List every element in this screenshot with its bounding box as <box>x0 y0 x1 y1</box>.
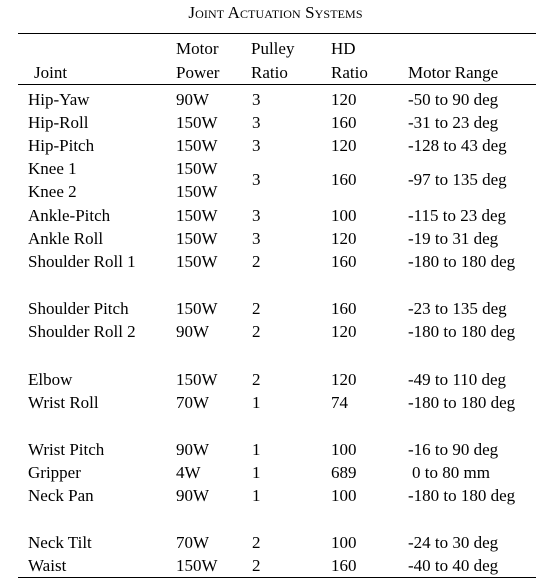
cell-motor-power: 90W <box>176 486 210 505</box>
cell-hd-ratio: 74 <box>331 393 348 412</box>
cell-pulley-ratio: 3 <box>252 113 261 132</box>
cell-motor-range: -31 to 23 deg <box>408 113 499 132</box>
cell-motor-range: -180 to 180 deg <box>408 393 516 412</box>
cell-motor-power: 150W <box>176 556 218 575</box>
cell-joint: Wrist Roll <box>28 393 99 412</box>
cell-motor-power: 150W <box>176 206 218 225</box>
cell-motor-power: 150W <box>176 299 218 318</box>
header-rule <box>18 84 536 85</box>
header-pulley-ratio-line2: Ratio <box>251 63 288 82</box>
header-motor-power <box>176 37 219 85</box>
cell-hd-ratio: 100 <box>331 486 357 505</box>
cell-motor-power: 70W <box>176 533 210 552</box>
cell-pulley-ratio: 2 <box>252 370 261 389</box>
header-motor-range: Motor Range <box>408 63 499 82</box>
cell-motor-range: -24 to 30 deg <box>408 533 499 552</box>
cell-motor-range: -19 to 31 deg <box>408 229 499 248</box>
header-joint: Joint <box>34 63 68 82</box>
cell-motor-range: -40 to 40 deg <box>408 556 499 575</box>
cell-joint: Neck Tilt <box>28 533 92 552</box>
cell-pulley-ratio: 2 <box>252 322 261 341</box>
header-motor-power-line1: Motor <box>176 39 219 58</box>
cell-hd-ratio: 120 <box>331 370 357 389</box>
cell-hd-ratio: 100 <box>331 206 357 225</box>
cell-motor-range: -50 to 90 deg <box>408 90 499 109</box>
cell-joint: Waist <box>28 556 67 575</box>
cell-joint: Shoulder Pitch <box>28 299 129 318</box>
cell-joint: Ankle Roll <box>28 229 104 248</box>
cell-motor-power: 90W <box>176 322 210 341</box>
cell-motor-range: -97 to 135 deg <box>408 170 507 189</box>
cell-pulley-ratio: 1 <box>252 463 261 482</box>
cell-motor-power: 90W <box>176 90 210 109</box>
table-title: Joint Actuation Systems <box>188 3 363 22</box>
cell-motor-range: -23 to 135 deg <box>408 299 507 318</box>
cell-joint: Ankle-Pitch <box>28 206 111 225</box>
cell-motor-power: 150W <box>176 252 218 271</box>
cell-motor-power: 150W <box>176 113 218 132</box>
cell-hd-ratio: 160 <box>331 252 357 271</box>
cell-hd-ratio: 160 <box>331 170 357 189</box>
cell-motor-range: 0 to 80 mm <box>412 463 490 482</box>
cell-hd-ratio: 120 <box>331 136 357 155</box>
cell-pulley-ratio: 3 <box>252 206 261 225</box>
cell-hd-ratio: 120 <box>331 322 357 341</box>
cell-joint: Hip-Roll <box>28 113 89 132</box>
header-hd-ratio-line1: HD <box>331 39 356 58</box>
cell-pulley-ratio: 2 <box>252 556 261 575</box>
cell-pulley-ratio: 3 <box>252 229 261 248</box>
cell-motor-range: -49 to 110 deg <box>408 370 507 389</box>
cell-joint: Elbow <box>28 370 73 389</box>
cell-motor-range: -16 to 90 deg <box>408 440 499 459</box>
cell-joint-second: Knee 2 <box>28 182 77 201</box>
cell-hd-ratio: 160 <box>331 299 357 318</box>
cell-hd-ratio: 120 <box>331 229 357 248</box>
cell-joint: Gripper <box>28 463 81 482</box>
cell-motor-range: -180 to 180 deg <box>408 322 516 341</box>
cell-motor-range: -180 to 180 deg <box>408 486 516 505</box>
cell-motor-range: -180 to 180 deg <box>408 252 516 271</box>
header-pulley-ratio-line1: Pulley <box>251 39 295 58</box>
cell-motor-power-second: 150W <box>176 182 218 201</box>
cell-joint: Neck Pan <box>28 486 94 505</box>
cell-pulley-ratio: 3 <box>252 90 261 109</box>
cell-motor-range: -115 to 23 deg <box>408 206 507 225</box>
cell-joint: Wrist Pitch <box>28 440 105 459</box>
cell-hd-ratio: 100 <box>331 533 357 552</box>
cell-hd-ratio: 160 <box>331 113 357 132</box>
cell-motor-power: 150W <box>176 370 218 389</box>
cell-hd-ratio: 100 <box>331 440 357 459</box>
cell-pulley-ratio: 2 <box>252 299 261 318</box>
bottom-rule <box>18 577 536 578</box>
header-motor-power-line2: Power <box>176 63 220 82</box>
cell-pulley-ratio: 3 <box>252 170 261 189</box>
cell-motor-power: 90W <box>176 440 210 459</box>
cell-pulley-ratio: 1 <box>252 486 261 505</box>
cell-motor-power: 70W <box>176 393 210 412</box>
header-pulley-ratio <box>251 37 294 85</box>
cell-pulley-ratio: 1 <box>252 440 261 459</box>
header-hd-ratio <box>331 37 368 85</box>
cell-joint: Hip-Pitch <box>28 136 95 155</box>
cell-joint: Shoulder Roll 1 <box>28 252 136 271</box>
header-hd-ratio-line2: Ratio <box>331 63 368 82</box>
cell-motor-power: 150W <box>176 159 218 178</box>
top-rule <box>18 33 536 34</box>
cell-motor-power: 150W <box>176 229 218 248</box>
cell-pulley-ratio: 2 <box>252 252 261 271</box>
cell-hd-ratio: 120 <box>331 90 357 109</box>
cell-pulley-ratio: 2 <box>252 533 261 552</box>
cell-motor-power: 150W <box>176 136 218 155</box>
cell-joint: Hip-Yaw <box>28 90 90 109</box>
cell-motor-range: -128 to 43 deg <box>408 136 507 155</box>
cell-joint: Knee 1 <box>28 159 77 178</box>
cell-pulley-ratio: 3 <box>252 136 261 155</box>
cell-joint: Shoulder Roll 2 <box>28 322 136 341</box>
cell-motor-power: 4W <box>176 463 201 482</box>
cell-pulley-ratio: 1 <box>252 393 261 412</box>
cell-hd-ratio: 689 <box>331 463 357 482</box>
cell-hd-ratio: 160 <box>331 556 357 575</box>
